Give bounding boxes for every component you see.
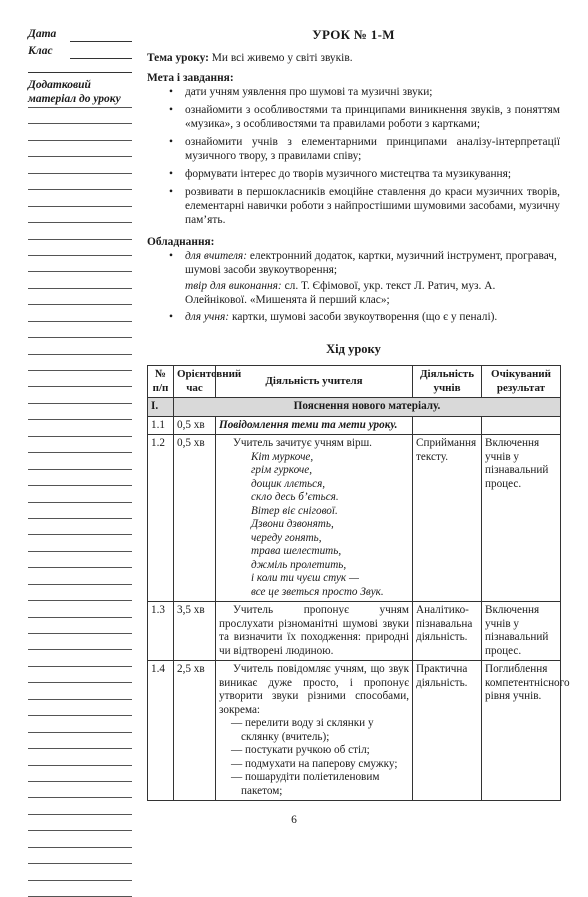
topic-label: Тема уроку:	[147, 52, 209, 64]
row-num: 1.4	[148, 661, 174, 801]
note-line	[28, 782, 132, 798]
equipment-heading: Обладнання:	[147, 236, 215, 248]
note-line	[28, 124, 132, 140]
header-activity: Діяльність учителя	[216, 366, 413, 398]
note-line	[28, 798, 132, 814]
note-line	[28, 585, 132, 601]
note-line	[28, 618, 132, 634]
row-time: 0,5 хв	[174, 416, 216, 435]
bullet-icon: •	[169, 186, 173, 198]
topic-row	[147, 51, 560, 65]
row-students	[413, 416, 482, 435]
lesson-table	[147, 365, 570, 801]
topic-text: Ми всі живемо у світі звуків.	[211, 52, 353, 64]
note-line	[28, 634, 132, 650]
class-field	[28, 45, 132, 62]
row-num: 1.2	[148, 435, 174, 602]
poem-line: череду гонять,	[251, 531, 322, 544]
lesson-title: УРОК № 1-М	[312, 27, 395, 42]
bullet-icon: •	[169, 104, 173, 116]
note-line	[28, 108, 132, 124]
row-activity	[216, 661, 413, 801]
note-line	[28, 371, 132, 387]
poem-line: Кіт муркоче,	[251, 450, 314, 463]
row-time: 2,5 хв	[174, 661, 216, 801]
poem	[219, 451, 409, 600]
bullet-icon: •	[169, 168, 173, 180]
note-line	[28, 256, 132, 272]
course-heading: Хід уроку	[326, 342, 381, 356]
row-activity	[216, 435, 413, 602]
row-result	[482, 416, 561, 435]
date-field	[28, 28, 132, 45]
section-row	[148, 398, 561, 417]
activity-intro: Учитель зачитує учням вірш.	[233, 437, 372, 449]
page-number: 6	[291, 814, 297, 826]
note-line	[28, 174, 132, 190]
note-line	[28, 535, 132, 551]
poem-line: Вітер віє снігової.	[251, 504, 338, 517]
table-row	[148, 435, 561, 602]
note-line	[28, 322, 132, 338]
poem-line: Дзвони дзвонять,	[251, 518, 334, 530]
note-line	[28, 568, 132, 584]
goals-list	[147, 85, 560, 227]
note-line	[28, 601, 132, 617]
class-line	[70, 58, 132, 59]
date-line	[70, 41, 132, 42]
note-line	[28, 453, 132, 469]
equipment-teacher: • для вчителя: електронний додаток, картки, музичний інструмент, програвач, шумові засоби звукоутворення;	[169, 250, 557, 276]
row-result: Включення учнів у пізнавальний процес.	[482, 602, 561, 661]
note-line	[28, 831, 132, 847]
note-line	[28, 503, 132, 519]
note-line	[28, 470, 132, 486]
note-line	[28, 223, 132, 239]
note-line	[28, 650, 132, 666]
table-row	[148, 661, 561, 801]
row-result: Поглиблення компетентнісного рівня учнів.	[482, 661, 561, 801]
section-title: Пояснення нового матеріалу.	[174, 398, 561, 417]
note-line	[28, 716, 132, 732]
row-num: 1.1	[148, 416, 174, 435]
note-line	[28, 749, 132, 765]
row-result: Включення учнів у пізнавальний процес.	[482, 435, 561, 602]
bullet-icon: •	[169, 250, 173, 262]
note-line	[28, 733, 132, 749]
sidebar	[28, 28, 132, 897]
table-row	[148, 416, 561, 435]
poem-line: трава шелестить,	[251, 545, 342, 557]
equipment-piece: твір для виконання: сл. Т. Єфімової, укр. текст Л. Ратич, муз. А. Олейнікової. «Мишенята й перший клас»;	[185, 280, 496, 306]
table-row	[148, 602, 561, 661]
list-item: — подмухати на паперову смужку;	[231, 757, 398, 770]
note-line	[28, 437, 132, 453]
section-num: I.	[148, 398, 174, 417]
note-line	[28, 355, 132, 371]
note-line	[28, 864, 132, 880]
poem-line: грім гуркоче,	[251, 464, 312, 476]
list-item: — пошарудіти поліетиленовим пакетом;	[231, 771, 380, 797]
note-line	[28, 881, 132, 897]
note-lines	[28, 107, 132, 897]
note-line	[28, 141, 132, 157]
note-line	[28, 519, 132, 535]
row-students: Практична діяльність.	[413, 661, 482, 801]
sidebar-divider	[28, 72, 132, 73]
poem-line: дощик ллється,	[251, 477, 326, 490]
poem-line: джміль пролетить,	[251, 558, 347, 571]
goal-item: • розвивати в першокласників емоційне ставлення до краси музичних творів, елементарні навички роботи з найпростішими шумовими засобами, музичну пам’ять.	[169, 186, 560, 226]
note-line	[28, 305, 132, 321]
note-line	[28, 338, 132, 354]
row-time: 0,5 хв	[174, 435, 216, 602]
bullet-icon: •	[169, 311, 173, 323]
note-line	[28, 240, 132, 256]
row-students: Сприймання тексту.	[413, 435, 482, 602]
poem-line: скло десь б’ється.	[251, 491, 339, 503]
header-num: № п/п	[148, 366, 174, 398]
table-header-row	[148, 366, 561, 398]
note-line	[28, 387, 132, 403]
note-line	[28, 272, 132, 288]
date-label: Дата	[28, 28, 57, 40]
note-line	[28, 667, 132, 683]
list-item: — перелити воду зі склянки у склянку (вчитель);	[231, 717, 374, 743]
class-label: Клас	[28, 45, 53, 57]
row-activity: Повідомлення теми та мети уроку.	[216, 416, 413, 435]
goals-heading: Мета і завдання:	[147, 72, 234, 84]
bullet-icon: •	[169, 136, 173, 148]
row-num: 1.3	[148, 602, 174, 661]
note-line	[28, 700, 132, 716]
header-result: Очікуваний результат	[482, 366, 561, 398]
header-time: Орієнтовний час	[174, 366, 216, 398]
note-line	[28, 683, 132, 699]
header-students: Діяльність учнів	[413, 366, 482, 398]
note-line	[28, 157, 132, 173]
note-line	[28, 848, 132, 864]
goal-item: • дати учням уявлення про шумові та музичні звуки;	[169, 86, 433, 98]
activity-text: Учитель повідомляє учням, що звук виникає дуже просто, і пропонує утворити звуки різними способами, зокрема:	[219, 663, 409, 716]
note-line	[28, 190, 132, 206]
lesson-content	[147, 27, 570, 801]
row-activity: Учитель пропонує учням прослухати різноманітні шумові звуки та визначити їх походження: природні чи відтворені людиною.	[216, 602, 413, 661]
goal-item: • ознайомити з особливостями та принципами виникнення звуків, з поняттям «музика», з особливостями та правилами роботи з картками;	[169, 104, 560, 130]
row-time: 3,5 хв	[174, 602, 216, 661]
note-line	[28, 420, 132, 436]
equipment-student: • для учня: картки, шумові засоби звукоутворення (що є у пеналі).	[169, 311, 498, 323]
extra-material-title: Додатковий матеріал до уроку	[28, 79, 121, 105]
goal-item: • ознайомити учнів з елементарними принципами аналізу-інтерпретації музичного твору, з правилами співу;	[169, 136, 560, 162]
row-students: Аналітико-пізнавальна діяльність.	[413, 602, 482, 661]
note-line	[28, 404, 132, 420]
note-line	[28, 552, 132, 568]
note-line	[28, 289, 132, 305]
poem-line: і коли ти чуєш стук —	[251, 572, 359, 584]
poem-line: все це зветься просто Звук.	[251, 585, 384, 598]
note-line	[28, 486, 132, 502]
list-item: — постукати ручкою об стіл;	[231, 744, 370, 756]
note-line	[28, 207, 132, 223]
bullet-icon: •	[169, 86, 173, 98]
goal-item: • формувати інтерес до творів музичного мистецтва та музикування;	[169, 168, 512, 180]
note-line	[28, 766, 132, 782]
